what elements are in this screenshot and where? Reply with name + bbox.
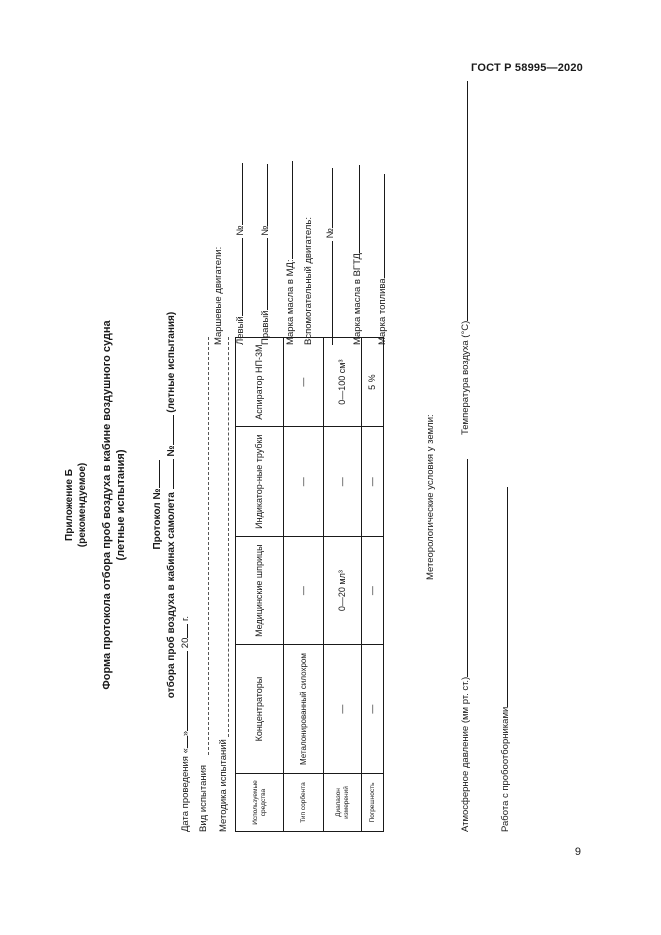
cell-concentrators: Концентраторы: [236, 645, 284, 774]
date-field: [178, 616, 191, 832]
weather-heading: Метеорологические условия у земли:: [425, 414, 436, 580]
sampling-label: Работа с пробоотборниками: [500, 706, 511, 832]
protocol-label: Протокол №: [152, 488, 163, 550]
cell-tubes: Индикатор-ные трубки: [236, 427, 284, 537]
protocol-subtitle-suffix: (летные испытания): [166, 311, 177, 413]
temperature-label: Температура воздуха (°С): [460, 320, 471, 435]
method-line: [228, 337, 229, 737]
auxiliary-number: [323, 168, 336, 345]
row-header-means: Используемые средства: [236, 774, 284, 832]
fuel-label: Марка топлива: [377, 278, 388, 345]
protocol-subtitle: отбора проб воздуха в кабинах самолета: [166, 492, 177, 699]
test-type-line: [208, 337, 209, 755]
cell-range-2: 0—20 мл³: [324, 537, 362, 645]
auxiliary-engine: Вспомогательный двигатель:: [303, 217, 314, 345]
date-year: 20: [180, 637, 191, 649]
cell-sorbent-4: —: [284, 338, 324, 427]
engine-right: [258, 164, 271, 345]
oil-md-label: Марка масла в МД:: [285, 259, 296, 345]
test-type-label: Вид испытания: [198, 764, 209, 832]
appendix-heading: [63, 145, 89, 865]
cell-error-3: —: [362, 427, 384, 537]
standard-designation: ГОСТ Р 58995—2020: [471, 62, 583, 74]
cell-range-3: —: [324, 427, 362, 537]
pressure-label: Атмосферное давление (мм рт. ст.): [460, 676, 471, 832]
cell-error-4: 5 %: [362, 338, 384, 427]
form-title: [100, 145, 128, 865]
table-row: [236, 338, 284, 832]
rotated-form: [45, 145, 525, 865]
row-header-error: Погрешность: [362, 774, 384, 832]
form-title-line1: Форма протокола отбора проб воздуха в кабине воздушного судна: [101, 320, 113, 690]
method-label: Методика испытаний: [218, 739, 229, 832]
protocol-heading: [150, 145, 178, 865]
engine-right-label: Правый: [260, 310, 271, 345]
method-field: [218, 739, 229, 832]
cell-error-1: —: [362, 645, 384, 774]
sampling: [498, 487, 511, 832]
engine-left-label: Левый: [235, 316, 246, 345]
oil-md: [283, 161, 296, 345]
oil-vgtd-label: Марка масла в ВГТД: [352, 253, 363, 345]
date-quote: »: [180, 730, 191, 737]
cell-range-1: —: [324, 645, 362, 774]
engines-heading: Маршевые двигатели:: [213, 246, 224, 345]
table-row: [284, 338, 324, 832]
date-suffix: г.: [180, 616, 191, 621]
form-title-line2: (летные испытания): [115, 449, 127, 561]
equipment-table: [235, 337, 384, 832]
table-row: [324, 338, 362, 832]
table-row: [362, 338, 384, 832]
temperature: [458, 81, 471, 435]
pressure: [458, 459, 471, 832]
test-type-field: [198, 765, 209, 832]
appendix-status: (рекомендуемое): [77, 462, 88, 548]
engine-right-number-sign: №: [260, 225, 271, 236]
cell-range-4: 0—100 см³: [324, 338, 362, 427]
cell-aspirator: Аспиратор НП-3М: [236, 338, 284, 427]
auxiliary-number-sign: №: [325, 228, 336, 239]
cell-sorbent-2: —: [284, 537, 324, 645]
engine-left-number-sign: №: [235, 225, 246, 236]
cell-sorbent-3: —: [284, 427, 324, 537]
page-number: 9: [574, 846, 581, 858]
cell-sorbent-1: Металонированный силохром: [284, 645, 324, 774]
cell-error-2: —: [362, 537, 384, 645]
engine-left: [233, 163, 246, 345]
row-header-sorbent: Тип сорбента: [284, 774, 324, 832]
protocol-number-sign: №: [166, 445, 177, 457]
appendix-title: Приложение Б: [64, 469, 75, 541]
row-header-range: Диапазон измерений: [324, 774, 362, 832]
fuel: [375, 174, 388, 345]
cell-syringes: Медицинские шприцы: [236, 537, 284, 645]
oil-vgtd: [350, 165, 363, 345]
date-label: Дата проведения «: [180, 748, 191, 832]
